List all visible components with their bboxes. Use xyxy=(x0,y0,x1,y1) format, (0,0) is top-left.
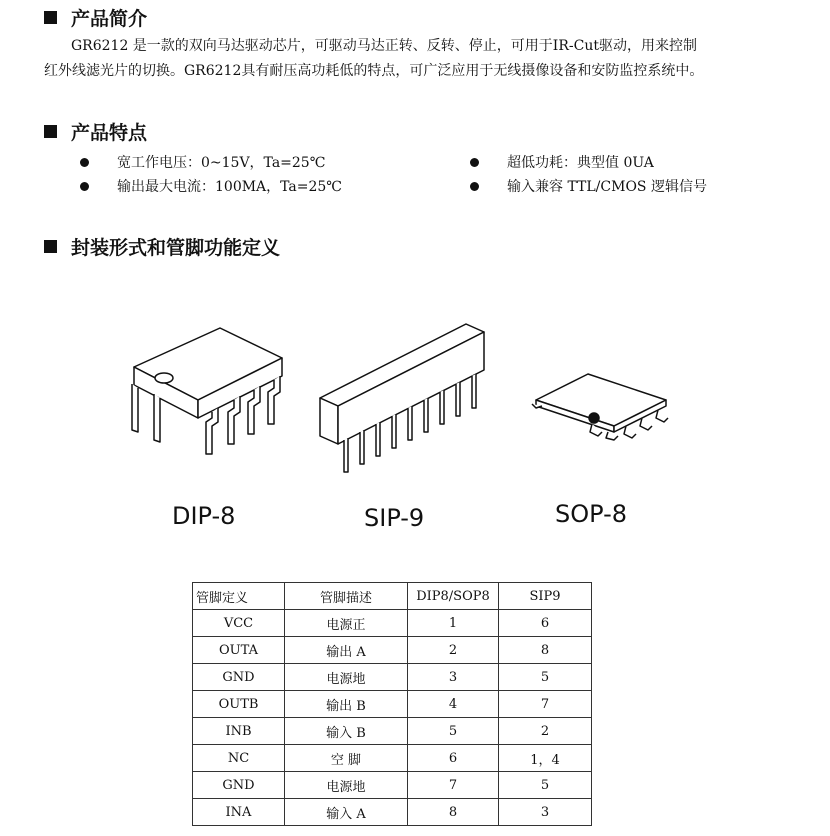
section-title-packages xyxy=(44,233,280,260)
table-cell: 6 xyxy=(408,745,499,772)
square-bullet-icon xyxy=(44,125,57,138)
table-cell: 3 xyxy=(408,664,499,691)
section-title-intro xyxy=(44,4,147,31)
feature-item xyxy=(470,152,654,172)
bullet-dot-icon xyxy=(80,158,89,167)
table-cell: 电源地 xyxy=(285,772,408,799)
table-header-row xyxy=(193,583,592,610)
table-cell: NC xyxy=(193,745,285,772)
header-cell: DIP8/SOP8 xyxy=(408,583,499,610)
intro-line-1: GR6212 是一款的双向马达驱动芯片，可驱动马达正转、反转、停止，可用于IR-Cut驱动，用来控制 xyxy=(71,38,697,54)
table-cell: 输入 A xyxy=(285,799,408,826)
package-label-sip9: SIP-9 xyxy=(364,504,425,532)
features-title: 产品特点 xyxy=(71,122,148,144)
bullet-dot-icon xyxy=(470,158,479,167)
table-row xyxy=(193,772,592,799)
sip9-package-illustration xyxy=(316,320,492,480)
table-cell: VCC xyxy=(193,610,285,637)
bullet-dot-icon xyxy=(80,182,89,191)
table-cell: 2 xyxy=(499,718,592,745)
table-row xyxy=(193,745,592,772)
table-cell: 输出 B xyxy=(285,691,408,718)
table-cell: GND xyxy=(193,772,285,799)
feature-text: 输入兼容 TTL/CMOS 逻辑信号 xyxy=(507,179,707,195)
table-cell: 3 xyxy=(499,799,592,826)
feature-item xyxy=(80,152,325,172)
pin-definition-table xyxy=(192,582,592,826)
feature-text: 输出最大电流：100MA，Ta=25℃ xyxy=(117,179,342,195)
table-cell: OUTB xyxy=(193,691,285,718)
feature-item xyxy=(80,176,342,196)
table-cell: 6 xyxy=(499,610,592,637)
feature-item xyxy=(470,176,707,196)
intro-paragraph xyxy=(44,34,804,84)
table-cell: 7 xyxy=(408,772,499,799)
table-cell: OUTA xyxy=(193,637,285,664)
table-cell: 电源地 xyxy=(285,664,408,691)
table-cell: 7 xyxy=(499,691,592,718)
table-row xyxy=(193,799,592,826)
package-label-dip8: DIP-8 xyxy=(172,502,236,530)
table-row xyxy=(193,610,592,637)
section-title-features xyxy=(44,118,147,145)
table-row xyxy=(193,664,592,691)
square-bullet-icon xyxy=(44,240,57,253)
feature-text: 超低功耗：典型值 0UA xyxy=(507,155,654,171)
table-cell: 输出 A xyxy=(285,637,408,664)
feature-text: 宽工作电压：0~15V，Ta=25℃ xyxy=(117,155,326,171)
header-cell: 管脚描述 xyxy=(285,583,408,610)
table-cell: GND xyxy=(193,664,285,691)
table-cell: INB xyxy=(193,718,285,745)
intro-title: 产品简介 xyxy=(71,8,148,30)
table-cell: 输入 B xyxy=(285,718,408,745)
table-cell: 5 xyxy=(499,772,592,799)
table-cell: 4 xyxy=(408,691,499,718)
table-row xyxy=(193,718,592,745)
table-cell: 1 xyxy=(408,610,499,637)
sop8-package-illustration xyxy=(532,360,672,440)
table-cell: 1，4 xyxy=(499,745,592,772)
table-row xyxy=(193,637,592,664)
table-cell: 5 xyxy=(499,664,592,691)
table-row xyxy=(193,691,592,718)
table-cell: 8 xyxy=(499,637,592,664)
header-cell: 管脚定义 xyxy=(193,583,285,610)
table-cell: 8 xyxy=(408,799,499,826)
table-cell: 5 xyxy=(408,718,499,745)
intro-line-2: 红外线滤光片的切换。GR6212具有耐压高功耗低的特点，可广泛应用于无线摄像设备和安防监控系统中。 xyxy=(44,63,704,79)
table-cell: 空 脚 xyxy=(285,745,408,772)
bullet-dot-icon xyxy=(470,182,479,191)
table-cell: 电源正 xyxy=(285,610,408,637)
packages-title: 封装形式和管脚功能定义 xyxy=(71,237,281,259)
table-cell: 2 xyxy=(408,637,499,664)
package-label-sop8: SOP-8 xyxy=(555,500,627,528)
table-cell: INA xyxy=(193,799,285,826)
header-cell: SIP9 xyxy=(499,583,592,610)
square-bullet-icon xyxy=(44,11,57,24)
dip8-package-illustration xyxy=(128,322,288,457)
